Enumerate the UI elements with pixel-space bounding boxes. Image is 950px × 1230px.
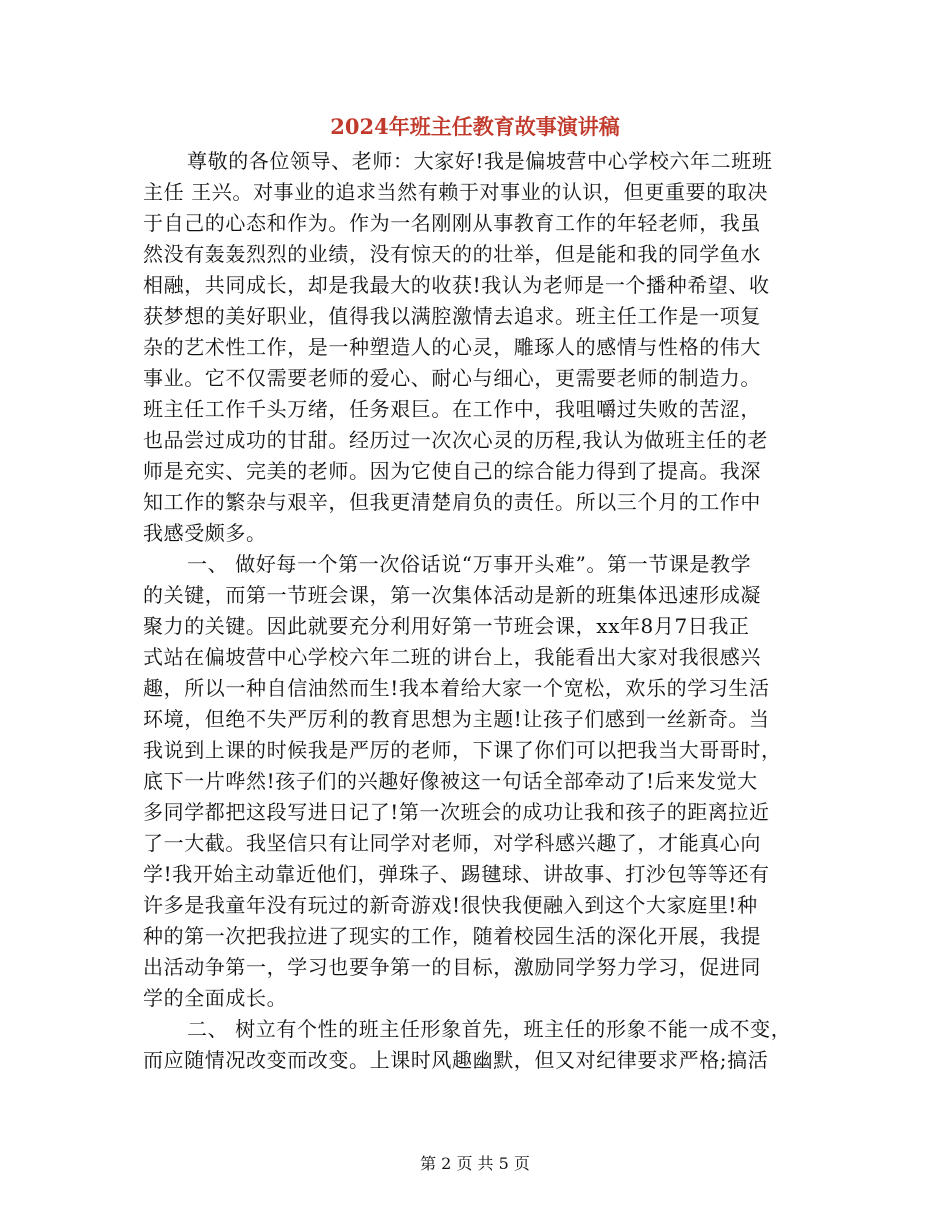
body-line: 师是充实、完美的老师。因为它使自己的综合能力得到了提高。我深 xyxy=(143,459,761,483)
body-line: 知工作的繁杂与艰辛，但我更清楚肩负的责任。所以三个月的工作中 xyxy=(143,490,761,514)
body-line: 杂的艺术性工作，是一种塑造人的心灵，雕琢人的感情与性格的伟大 xyxy=(143,335,761,359)
body-line: 一、 做好每一个第一次俗话说“万事开头难”。第一节课是教学 xyxy=(187,552,752,576)
body-line: 于自己的心态和作为。作为一名刚刚从事教育工作的年轻老师，我虽 xyxy=(143,211,761,235)
body-line: 事业。它不仅需要老师的爱心、耐心与细心，更需要老师的制造力。 xyxy=(143,366,761,390)
body-line: 多同学都把这段写进日记了!第一次班会的成功让我和孩子的距离拉近 xyxy=(143,800,770,824)
body-line: 我说到上课的时候我是严厉的老师，下课了你们可以把我当大哥哥时， xyxy=(143,738,782,762)
body-line: 式站在偏坡营中心学校六年二班的讲台上，我能看出大家对我很感兴 xyxy=(143,645,761,669)
body-line: 出活动争第一，学习也要争第一的目标，激励同学努力学习，促进同 xyxy=(143,955,761,979)
body-line: 趣，所以一种自信油然而生!我本着给大家一个宽松，欢乐的学习生活 xyxy=(143,676,770,700)
body-line: 而应随情况改变而改变。上课时风趣幽默，但又对纪律要求严格;搞活 xyxy=(143,1048,769,1072)
body-line: 聚力的关键。因此就要充分利用好第一节班会课，xx年8月7日我正 xyxy=(143,614,750,638)
document-title: 2024年班主任教育故事演讲稿 xyxy=(330,114,620,139)
body-line: 种的第一次把我拉进了现实的工作，随着校园生活的深化开展，我提 xyxy=(143,924,761,948)
body-line: 也品尝过成功的甘甜。经历过一次次心灵的历程,我认为做班主任的老 xyxy=(143,428,768,452)
body-line: 底下一片哗然!孩子们的兴趣好像被这一句话全部牵动了!后来发觉大 xyxy=(143,769,758,793)
page-indicator: 第 2 页 共 5 页 xyxy=(420,1154,530,1173)
body-line: 学!我开始主动靠近他们，弹珠子、踢毽球、讲故事、打沙包等等还有 xyxy=(143,862,770,886)
body-line: 二、 树立有个性的班主任形象首先，班主任的形象不能一成不变， xyxy=(187,1017,792,1041)
body-line: 环境，但绝不失严厉利的教育思想为主题!让孩子们感到一丝新奇。当 xyxy=(143,707,770,731)
body-line: 然没有轰轰烈烈的业绩，没有惊天的的壮举，但是能和我的同学鱼水 xyxy=(143,242,761,266)
body-line: 了一大截。我坚信只有让同学对老师，对学科感兴趣了，才能真心向 xyxy=(143,831,761,855)
body-line: 主任 王兴。对事业的追求当然有赖于对事业的认识，但更重要的取决 xyxy=(143,180,768,204)
body-line: 获梦想的美好职业，值得我以满腔激情去追求。班主任工作是一项复 xyxy=(143,304,761,328)
body-line: 尊敬的各位领导、老师：大家好!我是偏坡营中心学校六年二班班 xyxy=(187,149,773,173)
body-line: 的关键，而第一节班会课，第一次集体活动是新的班集体迅速形成凝 xyxy=(143,583,761,607)
body-line: 许多是我童年没有玩过的新奇游戏!很快我便融入到这个大家庭里!种 xyxy=(143,893,758,917)
body-line: 我感受颇多。 xyxy=(143,521,267,545)
body-line: 班主任工作千头万绪，任务艰巨。在工作中，我咀嚼过失败的苦涩， xyxy=(143,397,761,421)
body-line: 相融，共同成长，却是我最大的收获!我认为老师是一个播种希望、收 xyxy=(143,273,770,297)
body-line: 学的全面成长。 xyxy=(143,986,288,1010)
